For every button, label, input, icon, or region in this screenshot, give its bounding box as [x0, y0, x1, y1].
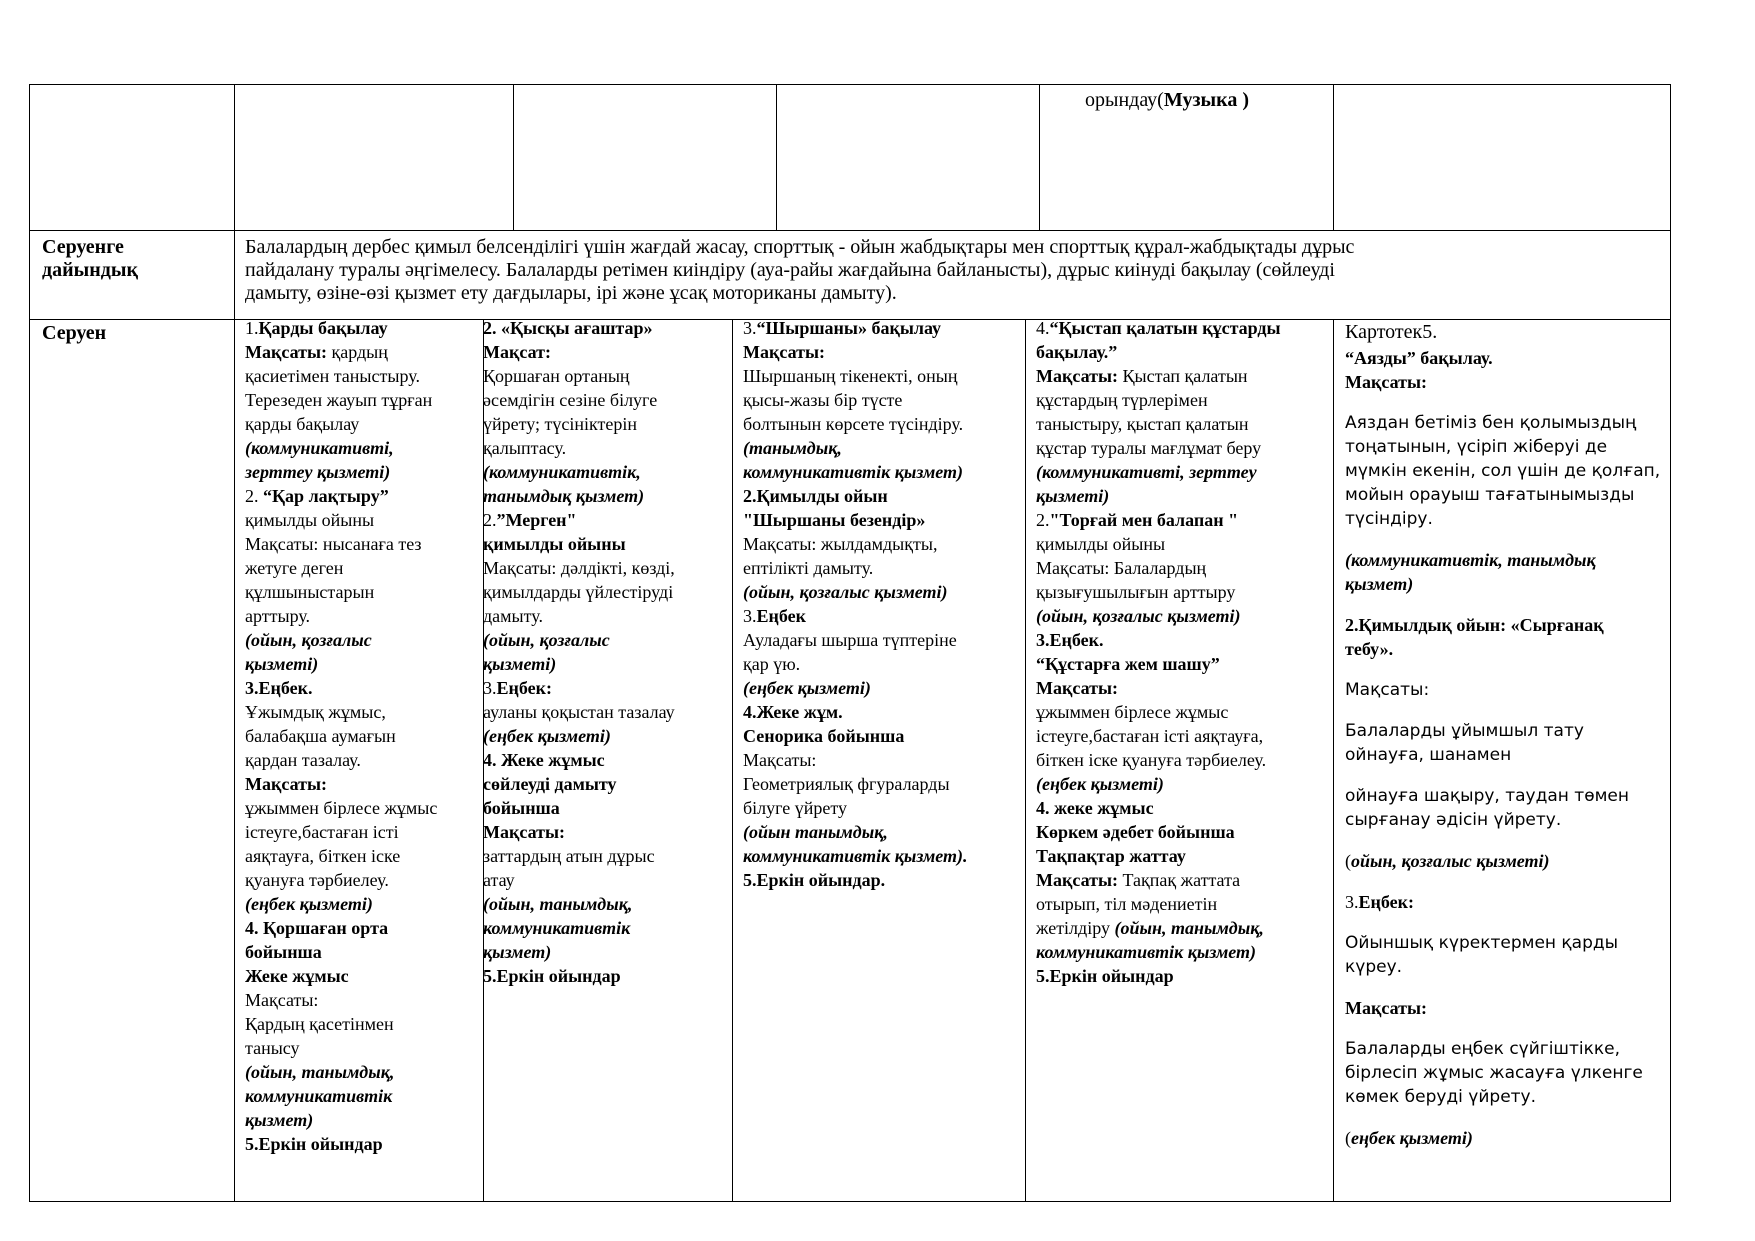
walk-text-line: (ойын, қозғалыс қызметі) [743, 582, 948, 602]
border-bottom [29, 1201, 1671, 1202]
walk-text-line: 2.Қимылды ойын [743, 486, 888, 506]
walk-text-line: 2. «Қысқы ағаштар» [483, 318, 653, 338]
walk-text-line: Мақсаты: [483, 822, 565, 842]
walk-text-line: (ойын, танымдық, [245, 1062, 395, 1082]
walk-text-line: заттардың атын дұрыс [483, 846, 655, 866]
border-left [29, 84, 30, 1202]
walk-text-line: ойнауға, шанамен [1345, 745, 1512, 765]
walk-text-line: 5.Еркін ойындар [245, 1134, 383, 1154]
walk-col5-paragraph [1345, 719, 1660, 767]
walk-text-line: коммуникативтік қызмет). [743, 846, 968, 866]
walk-col5-paragraph [1345, 678, 1660, 702]
walk-text-line: Шыршаның тікенекті, оның [743, 366, 958, 386]
walk-text-line: Жеке жұмыс [245, 966, 349, 986]
walk-text-line: 3.Еңбек. [245, 678, 313, 698]
walk-text-line: қуануға тәрбиелеу. [245, 870, 389, 890]
walk-text-line: Мақсат: [483, 342, 551, 362]
walk-text-line: 4.Жеке жұм. [743, 702, 843, 722]
walk-text-line: болтынын көрсете түсіндіру. [743, 414, 964, 434]
walk-text-line: қарды бақылау [245, 414, 360, 434]
walk-text-line: білуге үйрету [743, 798, 848, 818]
music-cell-text: орындау(Музыка ) [1085, 89, 1249, 111]
walk-text-line: “Құстарға жем шашу” [1036, 654, 1220, 674]
walk-col-1 [245, 316, 437, 1156]
walk-text-line: мойын орауыш тағатынымызды [1345, 485, 1635, 505]
walk-text-line: 2.”Мерген" [483, 510, 577, 530]
divider-r1-c5 [1333, 84, 1334, 230]
walk-text-line: бақылау.” [1036, 342, 1118, 362]
walk-text-line: қысы-жазы бір түсте [743, 390, 903, 410]
walk-text-line: күреу. [1345, 957, 1403, 977]
paragraph-gap [1345, 1020, 1660, 1037]
walk-text-line: қимылды ойыны [245, 510, 375, 530]
walk-text-line: жетуге деген [245, 558, 344, 578]
walk-text-line: бойынша [483, 798, 560, 818]
walk-text-line: істеуге,бастаған істі [245, 822, 399, 842]
walk-text-line: 4.“Қыстап қалатын құстарды [1036, 318, 1281, 338]
walk-text-line: зерттеу қызметі) [245, 462, 391, 482]
walk-text-line: құстар туралы мағлұмат беру [1036, 438, 1262, 458]
walk-text-line: дамыту. [483, 606, 543, 626]
walk-col5-paragraph [1345, 613, 1660, 661]
walk-text-line: 1.Қарды бақылау [245, 318, 388, 338]
walk-text-line: Мақсаты: [1036, 678, 1118, 698]
walk-text-line: (еңбек қызметі) [1345, 1128, 1473, 1148]
walk-text-line: Ауладағы шырша түптеріне [743, 630, 957, 650]
walk-text-line: 2. “Қар лақтыру” [245, 486, 389, 506]
paragraph-gap [1345, 914, 1660, 931]
walk-text-line: мүмкін екенін, сол үшін де қолғап, [1345, 461, 1661, 481]
walk-text-line: қалыптасу. [483, 438, 567, 458]
walk-text-line: әсемдігін сезіне білуге [483, 390, 658, 410]
walk-text-line: 5.Еркін ойындар. [743, 870, 886, 890]
walk-text-line: (еңбек қызметі) [483, 726, 611, 746]
divider-r1-c3 [776, 84, 777, 230]
divider-label [234, 84, 235, 1202]
walk-text-line: танысу [245, 1038, 300, 1058]
walk-text-line: тоңатынын, үсіріп жіберуі де [1345, 437, 1608, 457]
walk-text-line: Мақсаты: [245, 990, 319, 1010]
walk-text-line: Тақпақтар жаттау [1036, 846, 1186, 866]
walk-text-line: Ойыншық күректермен қарды [1345, 933, 1619, 953]
walk-text-line: қимылды ойыны [1036, 534, 1166, 554]
walk-text-line: Мақсаты: [743, 750, 817, 770]
paragraph-gap [1345, 661, 1660, 678]
walk-text-line: 4. жеке жұмыс [1036, 798, 1154, 818]
walk-text-line: Балаларды еңбек сүйгіштікке, [1345, 1039, 1621, 1059]
walk-text-line: тебу». [1345, 639, 1394, 659]
walk-text-line: Мақсаты: [1345, 680, 1430, 700]
walk-text-line: құстардың түрлерімен [1036, 390, 1208, 410]
prep-text-line: дамыту, өзіне-өзі қызмет ету дағдылары, ірі және ұсақ моториканы дамыту). [245, 282, 897, 304]
prep-text-line: пайдалану туралы әңгімелесу. Балаларды ретімен киіндіру (ауа-райы жағдайына байланысты), дұрыс киінуді бақылау (сөйлеуді [245, 259, 1335, 281]
walk-text-line: қызмет) [1345, 574, 1414, 594]
paragraph-gap [1345, 873, 1660, 890]
walk-text-line: қызметі) [1036, 486, 1110, 506]
walk-text-line: Мақсаты: нысанаға тез [245, 534, 422, 554]
walk-text-line: ұжыммен бірлесе жұмыс [1036, 702, 1229, 722]
walk-text-line: 2.Қимылдық ойын: «Сырғанақ [1345, 615, 1604, 635]
walk-text-line: Мақсаты: [743, 342, 825, 362]
border-right [1670, 84, 1671, 1202]
divider-r1-c4 [1039, 84, 1040, 230]
paragraph-gap [1345, 596, 1660, 613]
walk-text-line: Мақсаты: [1345, 998, 1427, 1018]
walk-text-line: (ойын, қозғалыс [245, 630, 372, 650]
walk-text-line: жетілдіру (ойын, танымдық, [1036, 918, 1264, 938]
walk-col5-paragraph [1345, 996, 1660, 1020]
walk-col5-paragraph [1345, 548, 1660, 596]
walk-text-line: Мақсаты: жылдамдықты, [743, 534, 938, 554]
walk-text-line: 3.“Шыршаны» бақылау [743, 318, 942, 338]
walk-text-line: (еңбек қызметі) [1036, 774, 1164, 794]
walk-text-line: істеуге,бастаған істі аяқтауға, [1036, 726, 1264, 746]
walk-text-line: Мақсаты: Тақпақ жаттата [1036, 870, 1241, 890]
walk-text-line: Сенорика бойынша [743, 726, 905, 746]
prep-label-line: Серуенге [42, 236, 124, 258]
walk-text-line: Ұжымдық жұмыс, [245, 702, 386, 722]
walk-text-line: 3.Еңбек. [1036, 630, 1104, 650]
walk-text-line: (коммуникативті, зерттеу [1036, 462, 1257, 482]
walk-text-line: Мақсаты: Қыстап қалатын [1036, 366, 1248, 386]
paragraph-gap [1345, 767, 1660, 784]
border-row1-bottom [29, 230, 1671, 231]
walk-text-line: Геометриялық фгураларды [743, 774, 950, 794]
walk-col-2 [483, 316, 675, 988]
music-cell [1085, 89, 1249, 112]
walk-text-line: қар үю. [743, 654, 801, 674]
walk-col5-paragraph [1345, 849, 1660, 873]
walk-text-line: қызметі) [483, 654, 557, 674]
walk-text-line: атау [483, 870, 515, 890]
walk-text-line: Мақсаты: Балалардың [1036, 558, 1207, 578]
walk-text-line: 2."Торғай мен балапан " [1036, 510, 1239, 530]
walk-text-line: (ойын, қозғалыс [483, 630, 610, 650]
walk-text-line: бірлесіп жұмыс жасауға үлкенге [1345, 1063, 1643, 1083]
prep-label-line: дайындық [42, 259, 139, 281]
walk-text-line: 3.Еңбек [743, 606, 806, 626]
walk-text-line: түсіндіру. [1345, 509, 1433, 529]
walk-text-line: қардан тазалау. [245, 750, 361, 770]
walk-text-line: танымдық қызмет) [483, 486, 645, 506]
walk-col-5 [1345, 320, 1660, 1150]
divider-r3-c5 [1333, 319, 1334, 1202]
walk-text-line: коммуникативтік қызмет) [743, 462, 964, 482]
walk-text-line: арттыру. [245, 606, 311, 626]
walk-col5-paragraph [1345, 346, 1660, 394]
walk-text-line: Қоршаған ортаның [483, 366, 630, 386]
walk-col5-paragraph [1345, 320, 1660, 344]
walk-text-line: қасиетімен таныстыру. [245, 366, 420, 386]
walk-col5-paragraph [1345, 931, 1660, 979]
walk-text-line: құлшыныстарын [245, 582, 375, 602]
walk-text-line: Балаларды ұйымшыл тату [1345, 721, 1584, 741]
walk-text-line: (ойын, танымдық, [483, 894, 633, 914]
walk-text-line: 5.Еркін ойындар [1036, 966, 1174, 986]
walk-text-line: бойынша [245, 942, 322, 962]
walk-text-line: 3.Еңбек: [1345, 892, 1414, 912]
walk-text-line: (еңбек қызметі) [245, 894, 373, 914]
walk-text-line: ойнауға шақыру, таудан төмен [1345, 786, 1629, 806]
walk-text-line: сөйлеуді дамыту [483, 774, 617, 794]
walk-text-line: Мақсаты: қардың [245, 342, 388, 362]
paragraph-gap [1345, 1109, 1660, 1126]
walk-col5-paragraph [1345, 1126, 1660, 1150]
walk-text-line: ұжыммен бірлесе жұмыс [245, 798, 438, 818]
walk-text-line: Көркем әдебет бойынша [1036, 822, 1235, 842]
walk-text-line: коммуникативтік қызмет) [1036, 942, 1257, 962]
paragraph-gap [1345, 702, 1660, 719]
walk-text-line: сырғанау әдісін үйрету. [1345, 810, 1562, 830]
walk-text-line: 4. Қоршаған орта [245, 918, 389, 938]
prep-text-line: Балалардың дербес қимыл белсенділігі үшін жағдай жасау, спорттық - ойын жабдықтары мен спорттық құрал-жабдықтады дұрыс [245, 236, 1355, 258]
walk-text-line: “Аязды” бақылау. [1345, 348, 1493, 368]
walk-label-text: Серуен [42, 322, 107, 344]
walk-text-line: (коммуникативті, [245, 438, 394, 458]
walk-text-line: (ойын, қозғалыс қызметі) [1036, 606, 1241, 626]
walk-text-line: біткен іске қуануға тәрбиелеу. [1036, 750, 1267, 770]
walk-text-line: Мақсаты: [1345, 372, 1427, 392]
walk-text-line: үйрету; түсініктерін [483, 414, 638, 434]
walk-text-line: Мақсаты: [245, 774, 327, 794]
walk-text-line: "Шыршаны безендір» [743, 510, 926, 530]
walk-text-line: қимылды ойыны [483, 534, 626, 554]
walk-label [42, 322, 106, 345]
walk-text-line: (ойын, қозғалыс қызметі) [1345, 851, 1550, 871]
divider-r3-c4 [1025, 319, 1026, 1202]
walk-text-line: аяқтауға, біткен іске [245, 846, 401, 866]
walk-text-line: ауланы қоқыстан тазалау [483, 702, 675, 722]
walk-text-line: Терезеден жауып тұрған [245, 390, 433, 410]
walk-text-line: Қардың қасетінмен [245, 1014, 394, 1034]
walk-text-line: ептілікті дамыту. [743, 558, 874, 578]
paragraph-gap [1345, 531, 1660, 548]
walk-text-line: 3.Еңбек: [483, 678, 552, 698]
walk-text-line: қызметі) [245, 654, 319, 674]
walk-text-line: (коммуникативтік, танымдық [1345, 550, 1596, 570]
walk-text-line: көмек беруді үйрету. [1345, 1087, 1537, 1107]
walk-text-line: (коммуникативтік, [483, 462, 641, 482]
border-top [29, 84, 1671, 85]
walk-text-line: (танымдық, [743, 438, 842, 458]
walk-text-line: коммуникативтік [245, 1086, 393, 1106]
walk-text-line: Мақсаты: дәлдікті, көзді, [483, 558, 675, 578]
walk-text-line: Аяздан бетіміз бен қолымыздың [1345, 413, 1637, 433]
walk-text-line: қызмет) [245, 1110, 314, 1130]
walk-col5-paragraph [1345, 890, 1660, 914]
walk-col-4 [1036, 316, 1281, 988]
walk-text-line: таныстыру, қыстап қалатын [1036, 414, 1249, 434]
walk-text-line: (еңбек қызметі) [743, 678, 871, 698]
walk-col5-paragraph [1345, 784, 1660, 832]
walk-col5-paragraph [1345, 411, 1660, 531]
divider-r1-c2 [513, 84, 514, 230]
walk-text-line: қызығушылығын арттыру [1036, 582, 1236, 602]
walk-text-line: балабақша аумағын [245, 726, 396, 746]
walk-col5-paragraph [1345, 1037, 1660, 1109]
divider-r3-c3 [732, 319, 733, 1202]
walk-col-3 [743, 316, 968, 892]
walk-text-line: коммуникативтік [483, 918, 631, 938]
paragraph-gap [1345, 832, 1660, 849]
paragraph-gap [1345, 979, 1660, 996]
walk-text-line: қимылдарды үйлестіруді [483, 582, 674, 602]
walk-text-line: Картотек5. [1345, 321, 1438, 343]
walk-text-line: 4. Жеке жұмыс [483, 750, 605, 770]
walk-text-line: (ойын танымдық, [743, 822, 888, 842]
walk-text-line: қызмет) [483, 942, 552, 962]
walk-text-line: отырып, тіл мәдениетін [1036, 894, 1218, 914]
walk-text-line: 5.Еркін ойындар [483, 966, 621, 986]
prep-label [42, 236, 138, 282]
prep-text [245, 236, 1665, 305]
